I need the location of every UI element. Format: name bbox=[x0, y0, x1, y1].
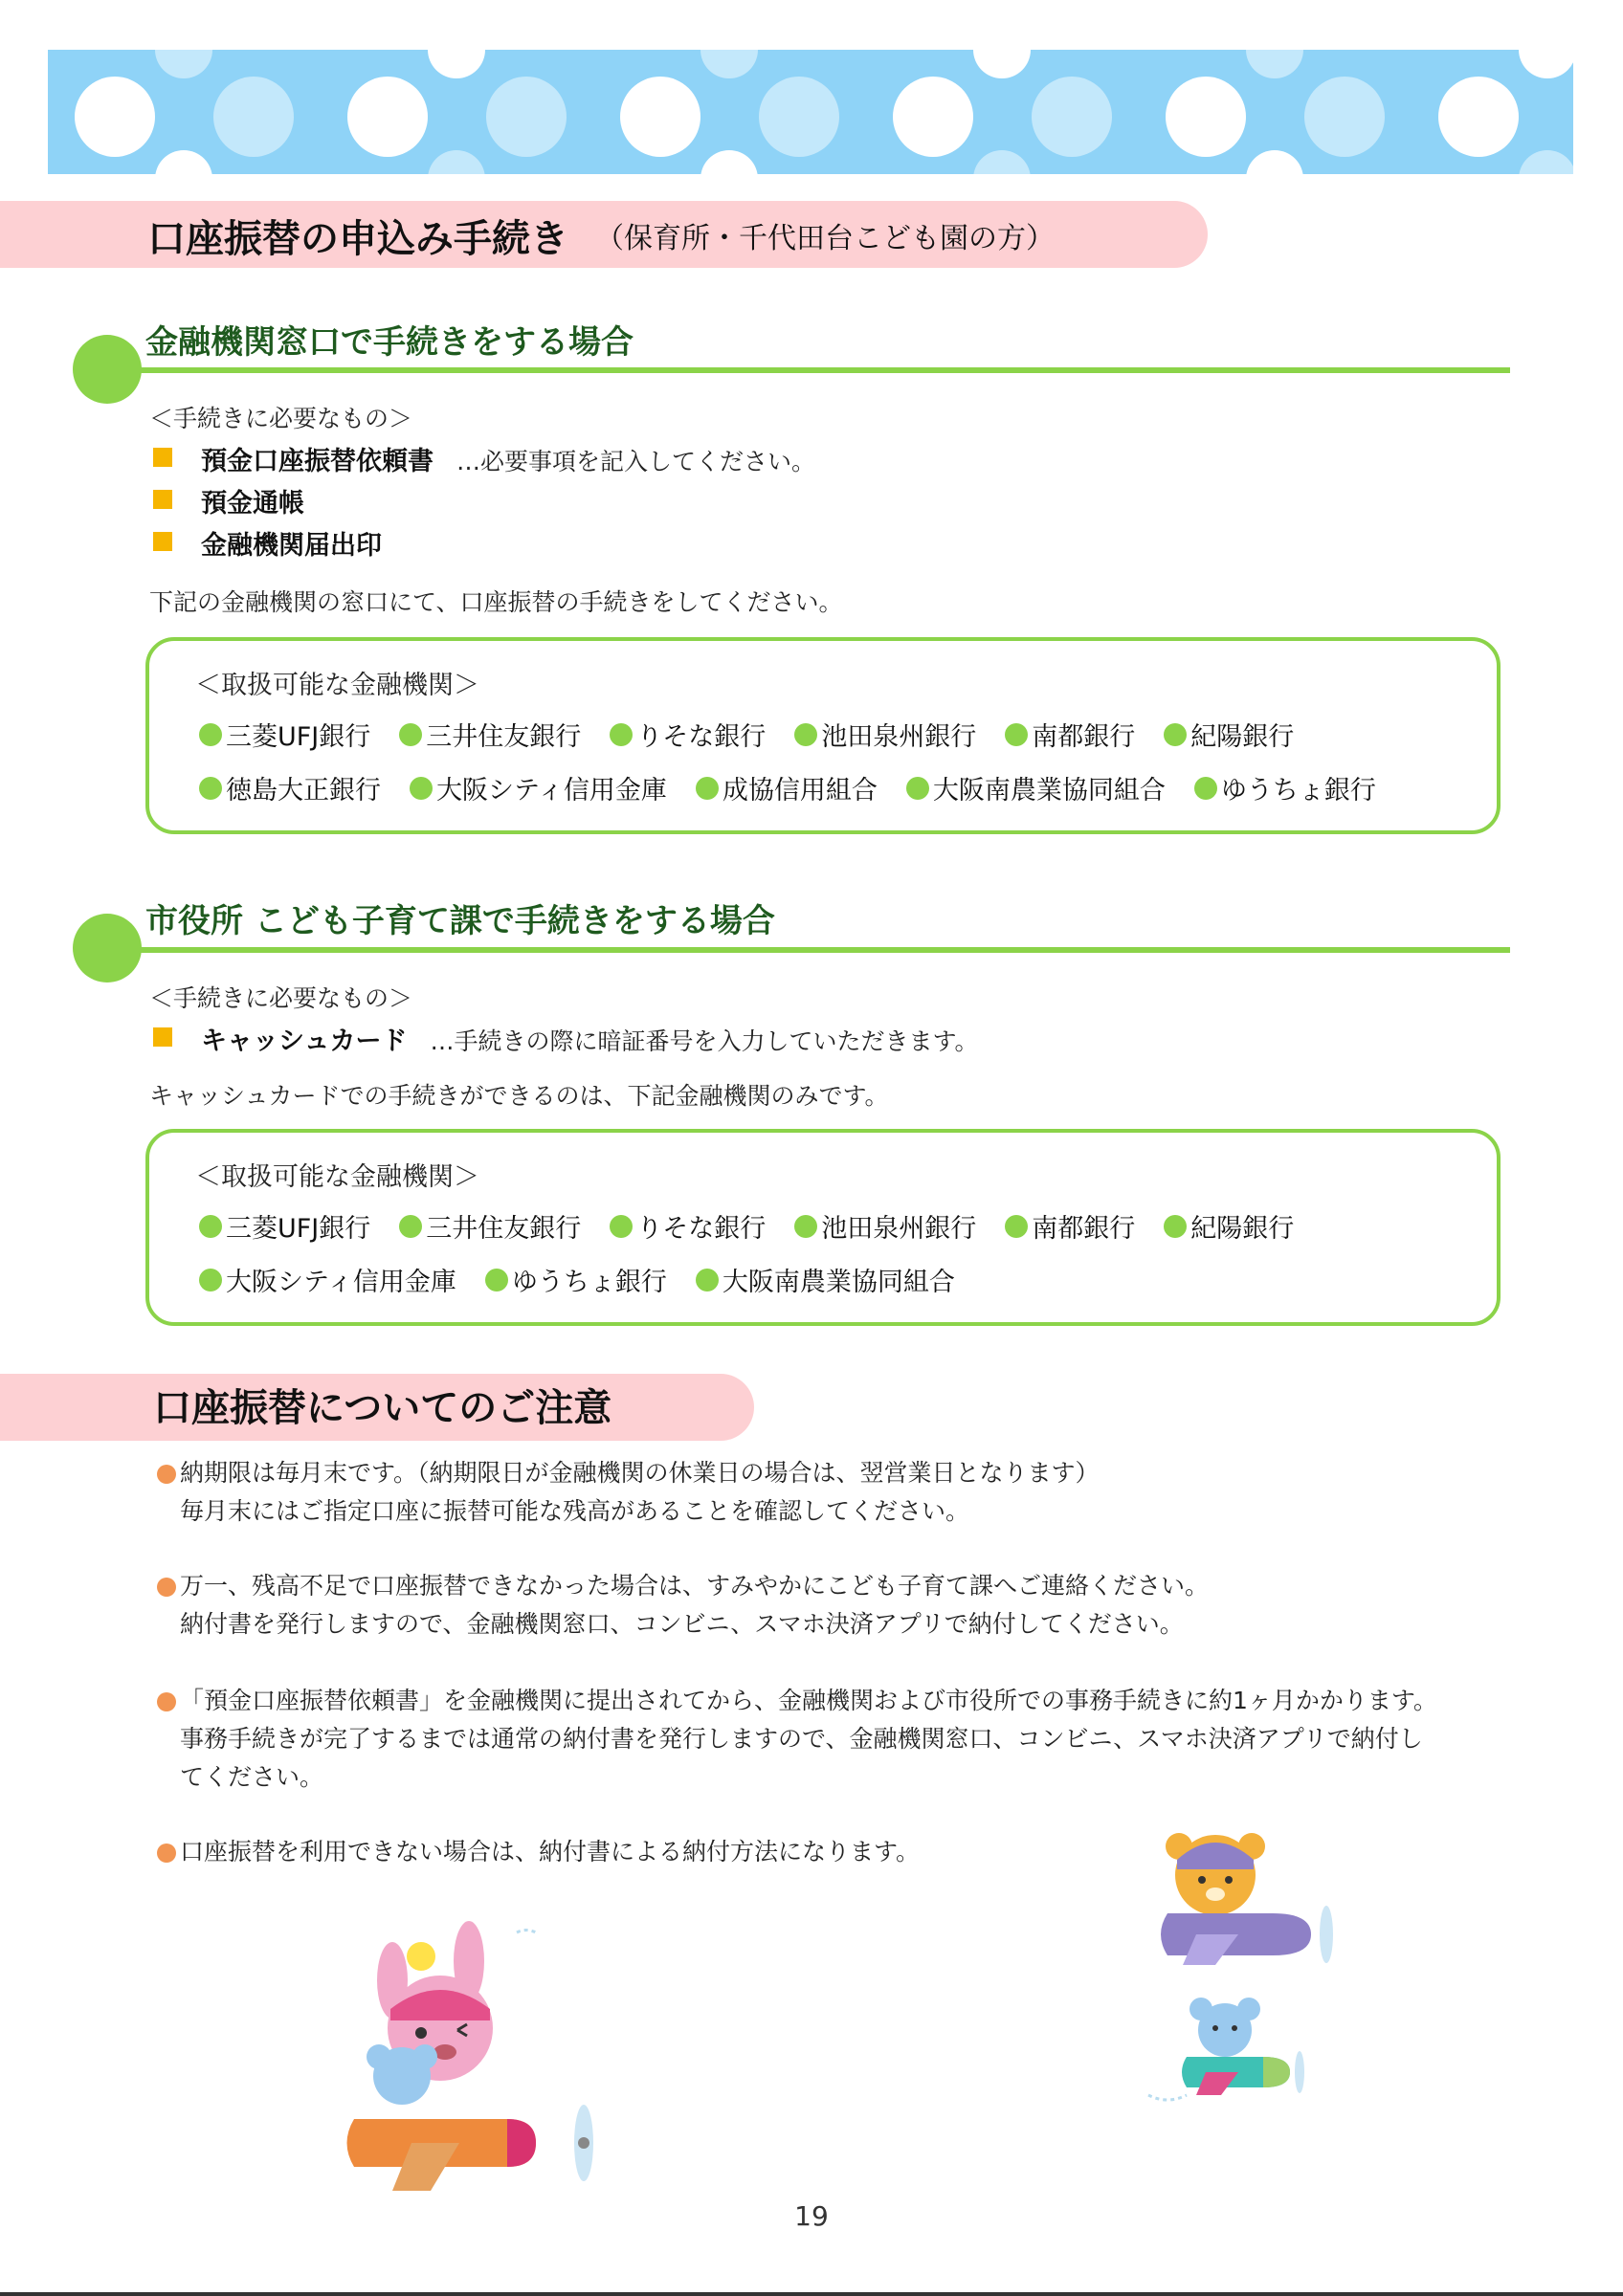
instruction-text: キャッシュカードでの手続きができるのは、下記金融機関のみです。 bbox=[149, 1082, 889, 1110]
required-item-label: 金融機関届出印 bbox=[201, 531, 382, 561]
bank-list-box bbox=[145, 1129, 1501, 1326]
polka-dot-pattern bbox=[48, 50, 1573, 174]
green-dot-icon bbox=[696, 1269, 719, 1292]
green-dot-icon bbox=[1005, 723, 1028, 746]
bank-row bbox=[199, 1207, 1294, 1245]
required-item bbox=[201, 440, 815, 477]
square-bullet-icon bbox=[153, 490, 172, 509]
bank-item: 南都銀行 bbox=[1005, 716, 1135, 753]
green-dot-icon bbox=[1005, 1215, 1028, 1238]
required-item-note: …手続きの際に暗証番号を入力していただきます。 bbox=[430, 1027, 979, 1055]
bank-box-title: ＜取扱可能な金融機関＞ bbox=[195, 671, 479, 700]
page-title-main: 口座振替の申込み手続き bbox=[147, 216, 568, 261]
bank-item: 大阪南農業協同組合 bbox=[696, 1261, 955, 1298]
bank-item: 大阪シティ信用金庫 bbox=[410, 769, 667, 806]
bank-item: 池田泉州銀行 bbox=[794, 1207, 976, 1245]
green-dot-icon bbox=[610, 723, 633, 746]
bank-item: 三井住友銀行 bbox=[399, 1207, 581, 1245]
required-item-label: 預金口座振替依頼書 bbox=[201, 447, 434, 476]
bank-box-title: ＜取扱可能な金融機関＞ bbox=[195, 1162, 479, 1192]
orange-dot-icon bbox=[157, 1843, 176, 1863]
bear-and-mouse-planes-illustration bbox=[1139, 1818, 1349, 2162]
bank-row bbox=[199, 1261, 955, 1298]
note-item: 口座振替を利用できない場合は、納付書による納付方法になります。 bbox=[157, 1833, 1497, 1871]
required-items-label: ＜手続きに必要なもの＞ bbox=[149, 984, 413, 1012]
bank-item: 三菱UFJ銀行 bbox=[199, 716, 370, 753]
square-bullet-icon bbox=[153, 532, 172, 551]
section-rule bbox=[134, 367, 1510, 373]
section-dot bbox=[73, 335, 142, 404]
orange-dot-icon bbox=[157, 1465, 176, 1484]
rabbit-plane-illustration bbox=[325, 1913, 612, 2200]
page-number: 19 bbox=[794, 2200, 829, 2232]
required-item bbox=[201, 1020, 978, 1057]
note-item: 納期限は毎月末です。（納期限日が金融機関の休業日の場合は、翌営業日となります） 毎月末にはご指定口座に振替可能な残高があることを確認してください。 bbox=[157, 1454, 1497, 1531]
bank-item: 成協信用組合 bbox=[696, 769, 878, 806]
note-item: 万一、残高不足で口座振替できなかった場合は、すみやかにこども子育て課へご連絡ください。 納付書を発行しますので、金融機関窓口、コンビニ、スマホ決済アプリで納付してください。 bbox=[157, 1567, 1497, 1644]
green-dot-icon bbox=[199, 723, 222, 746]
bank-item: 紀陽銀行 bbox=[1164, 716, 1294, 753]
bank-item: 大阪シティ信用金庫 bbox=[199, 1261, 456, 1298]
section-bank-heading: 金融機関窓口で手続きをする場合 bbox=[145, 323, 634, 362]
green-dot-icon bbox=[794, 1215, 817, 1238]
section-dot bbox=[73, 914, 142, 982]
bank-item: 大阪南農業協同組合 bbox=[906, 769, 1166, 806]
bank-item: 三井住友銀行 bbox=[399, 716, 581, 753]
bank-item: 紀陽銀行 bbox=[1164, 1207, 1294, 1245]
green-dot-icon bbox=[199, 1269, 222, 1292]
green-dot-icon bbox=[199, 1215, 222, 1238]
green-dot-icon bbox=[906, 777, 929, 800]
section-city-heading: 市役所 こども子育て課で手続きをする場合 bbox=[145, 902, 775, 940]
bank-list-box bbox=[145, 637, 1501, 834]
bank-item: 池田泉州銀行 bbox=[794, 716, 976, 753]
required-item-label: 預金通帳 bbox=[201, 489, 304, 519]
orange-dot-icon bbox=[157, 1692, 176, 1711]
section-rule bbox=[134, 947, 1510, 953]
bank-row bbox=[199, 769, 1376, 806]
green-dot-icon bbox=[1194, 777, 1217, 800]
required-item-label: キャッシュカード bbox=[201, 1027, 408, 1056]
bank-item: ゆうちょ銀行 bbox=[485, 1261, 667, 1298]
green-dot-icon bbox=[1164, 723, 1187, 746]
green-dot-icon bbox=[410, 777, 433, 800]
instruction-text: 下記の金融機関の窓口にて、口座振替の手続きをしてください。 bbox=[149, 588, 843, 616]
green-dot-icon bbox=[610, 1215, 633, 1238]
green-dot-icon bbox=[485, 1269, 508, 1292]
dotted-banner bbox=[48, 50, 1573, 174]
orange-dot-icon bbox=[157, 1578, 176, 1597]
page-title bbox=[147, 209, 1055, 262]
bank-item: りそな銀行 bbox=[610, 716, 766, 753]
bank-item: 徳島大正銀行 bbox=[199, 769, 381, 806]
green-dot-icon bbox=[199, 777, 222, 800]
note-item: 「預金口座振替依頼書」を金融機関に提出されてから、金融機関および市役所での事務手続きに約1ヶ月かかります。 事務手続きが完了するまでは通常の納付書を発行しますので、金融機関窓口、コンビニ、スマホ決済アプリで納付し てください。 bbox=[157, 1682, 1516, 1797]
bank-item: りそな銀行 bbox=[610, 1207, 766, 1245]
green-dot-icon bbox=[399, 723, 422, 746]
green-dot-icon bbox=[696, 777, 719, 800]
green-dot-icon bbox=[794, 723, 817, 746]
bank-item: 南都銀行 bbox=[1005, 1207, 1135, 1245]
bank-row bbox=[199, 716, 1294, 753]
green-dot-icon bbox=[1164, 1215, 1187, 1238]
notes-heading: 口座振替についてのご注意 bbox=[153, 1386, 612, 1430]
square-bullet-icon bbox=[153, 1027, 172, 1047]
required-item-note: …必要事項を記入してください。 bbox=[456, 448, 816, 475]
square-bullet-icon bbox=[153, 448, 172, 467]
bank-item: 三菱UFJ銀行 bbox=[199, 1207, 370, 1245]
required-items-label: ＜手続きに必要なもの＞ bbox=[149, 405, 413, 432]
bank-item: ゆうちょ銀行 bbox=[1194, 769, 1376, 806]
bottom-border bbox=[0, 2292, 1623, 2296]
green-dot-icon bbox=[399, 1215, 422, 1238]
page-title-sub: （保育所・千代田台こども園の方） bbox=[595, 222, 1055, 255]
